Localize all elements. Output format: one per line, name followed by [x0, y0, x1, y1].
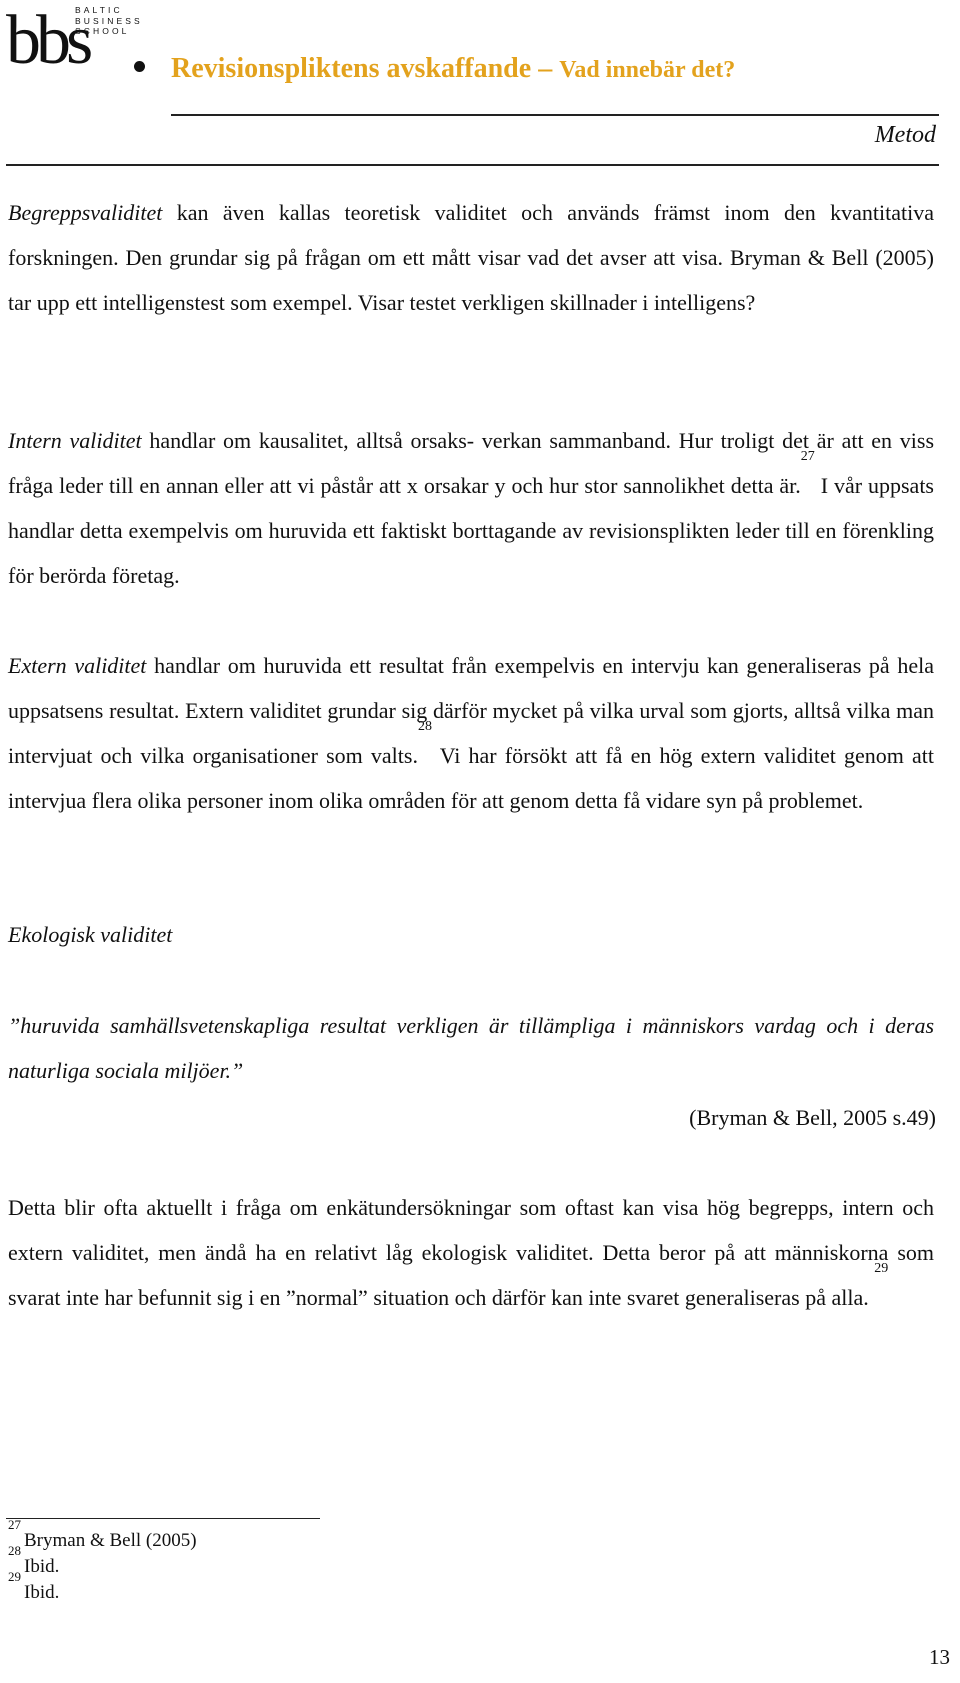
logo-dot [134, 61, 145, 72]
paragraph-text: kan även kallas teoretisk validitet och används främst inom den kvantitativa forskningen. Den grundar sig på frågan om ett mått visar vad det avser att visa. Bryman & Bell (2005) tar upp ett intelligenstest som exempel. Visar testet verkligen skillnader i intelligens? [8, 200, 934, 315]
title-separator: – [538, 53, 553, 84]
page-number: 13 [929, 1645, 950, 1669]
footnote-28: $^{28}$Ibid. [8, 1543, 60, 1577]
section-rule [6, 164, 939, 166]
term-intern-validitet: Intern validitet [8, 428, 142, 453]
title-main: Revisionspliktens avskaffande [171, 53, 532, 84]
paragraph-intern-validitet [8, 418, 934, 598]
term-extern-validitet: Extern validitet [8, 653, 147, 678]
footnote-ref-28: 28 [417, 719, 432, 734]
term-begreppsvaliditet: Begreppsvaliditet [8, 200, 163, 225]
footnote-27: $^{27}$Bryman & Bell (2005) [8, 1517, 197, 1551]
paragraph-text: Vi har försökt att få en hög extern validitet genom att intervjua flera olika personer inom olika områden för att genom detta få vidare syn på problemet. [8, 743, 934, 813]
footnotes [8, 1517, 197, 1606]
footnote-ref-27: 27 [800, 449, 815, 464]
bbs-logo [6, 2, 144, 80]
footnote-29: $^{29}$Ibid. [8, 1569, 60, 1603]
logo-subtitle: BALTIC BUSINESS SCHOOL [75, 5, 143, 36]
logo-wordmark: bbs [6, 2, 89, 79]
header-rule [171, 114, 939, 116]
title-subtitle: Vad innebär det? [559, 57, 736, 83]
heading-ekologisk-validitet: Ekologisk validitet [8, 922, 173, 947]
paragraph-text: handlar om kausalitet, alltså orsaks- verkan sammanband. Hur troligt det är att en viss fråga leder till en annan eller att vi påstår att x orsakar y och hur stor sannolikhet detta är. [8, 428, 935, 498]
quote-citation: (Bryman & Bell, 2005 s.49) [689, 1105, 936, 1130]
section-label: Metod [874, 122, 936, 148]
paragraph-text: I vår uppsats handlar detta exempelvis om huruvida ett faktiskt borttagande av revisionsplikten leder till en förenkling för berörda företag. [8, 473, 934, 588]
paragraph-ekologisk-discussion [8, 1185, 934, 1320]
block-quote: ”huruvida samhällsvetenskapliga resultat verkligen är tillämpliga i människors vardag och i deras naturliga sociala miljöer.” [8, 1013, 934, 1083]
paragraph-text: handlar om huruvida ett resultat från exempelvis en intervju kan generaliseras på hela uppsatsens resultat. Extern validitet grundar sig därför mycket på vilka urval som gjorts, alltså vilka man intervjuat och vilka organisationer som valts. [8, 653, 935, 768]
footnote-rule [6, 1518, 320, 1519]
footnote-ref-29: 29 [874, 1261, 889, 1276]
paragraph-extern-validitet [8, 643, 934, 823]
document-title [171, 52, 735, 87]
paragraph-text: Detta blir ofta aktuellt i fråga om enkätundersökningar som oftast kan visa hög begrepps, intern och extern validitet, men ändå ha en relativt låg ekologisk validitet. Detta beror på att människorna som svarat inte har befunnit sig i en ”normal” situation och därför kan inte svaret generaliseras på alla. [8, 1195, 934, 1310]
paragraph-begreppsvaliditet [8, 190, 934, 325]
